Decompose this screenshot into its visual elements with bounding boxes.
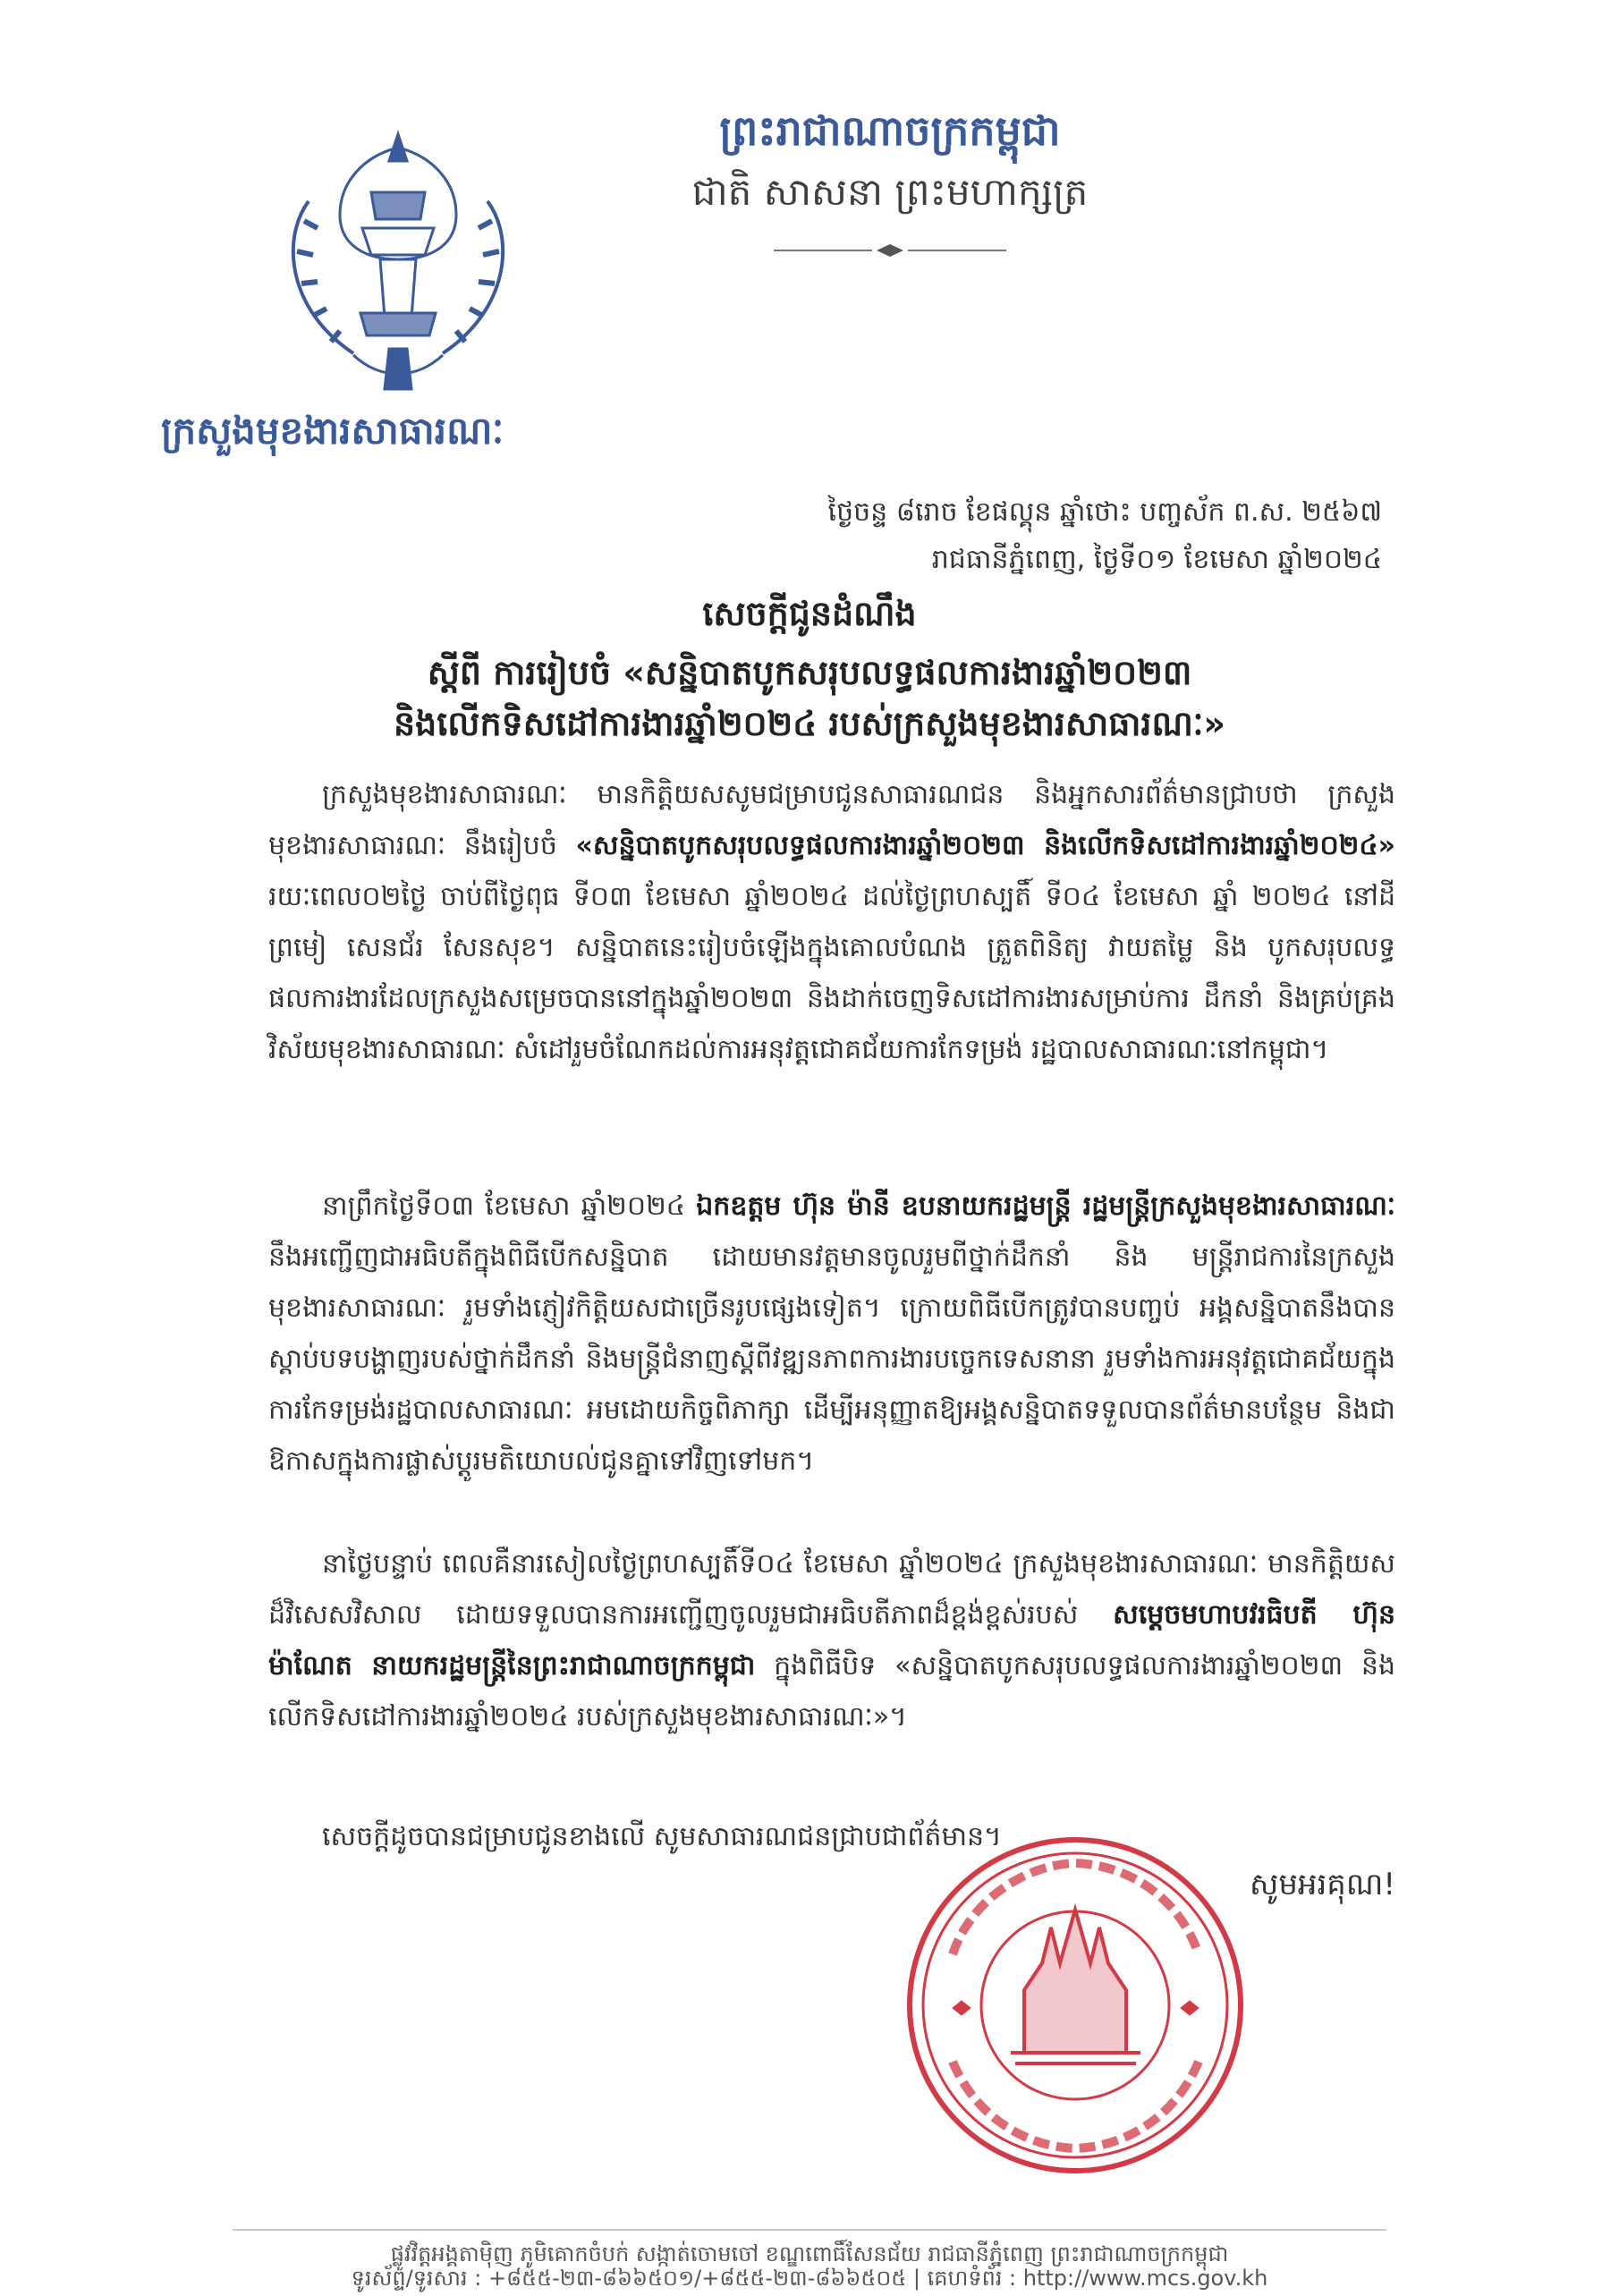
body-paragraph-3 <box>268 1538 1395 1742</box>
official-seal-stamp <box>899 1829 1252 2182</box>
kingdom-title: ព្រះរាជាណាចក្រកម្ពុជា <box>719 106 1061 155</box>
paragraph-bold-text: ឯកឧត្តម ហ៊ុន ម៉ានី ឧបនាយករដ្ឋមន្ត្រី រដ្ឋមន្ត្រីក្រសួងមុខងារសាធារណៈ <box>696 1190 1396 1222</box>
body-paragraph-4: សេចក្តីដូចបានជម្រាបជូនខាងលើ សូមសាធារណជនជ្រាបជាព័ត៌មាន។ <box>322 1821 1002 1852</box>
footer-address: ផ្លូវវិត្តអង្គតាម៉ិញ ភូមិគោកចំបក់ សង្កាត់ចោមចៅ ខណ្ឌពោធិ៍សែនជ័យ រាជធានីភ្នំពេញ ព្រះរាជាណាចក្រកម្ពុជា <box>390 2241 1229 2266</box>
subject-line-1: ស្តីពី ការរៀបចំ «សន្និបាតបូកសរុបលទ្ធផលការងារឆ្នាំ២០២៣ <box>427 653 1192 692</box>
body-paragraph-1 <box>268 769 1395 1075</box>
paragraph-text: នឹងអញ្ជើញជាអធិបតីក្នុងពិធីបើកសន្និបាត ដោយមានវត្តមានចូលរួមពីថ្នាក់ដឹកនាំ និង មន្ត្រីរាជការនៃក្រសួងមុខងារសាធារណៈ រួមទាំងភ្ញៀវកិត្តិយសជាច្រើនរូបផ្សេងទៀត។ ក្រោយពិធីបើកត្រូវបានបញ្ចប់ អង្គសន្និបាតនឹងបានស្តាប់បទបង្ហាញរបស់ថ្នាក់ដឹកនាំ និងមន្ត្រីជំនាញស្តីពីវឌ្ឍនភាពការងារបច្ចេកទេសនានា រួមទាំងការអនុវត្តជោគជ័យក្នុងការកែទម្រង់រដ្ឋបាលសាធារណៈ អមដោយកិច្ចពិភាក្សា ដើម្បីអនុញ្ញាតឱ្យអង្គសន្និបាតទទួលបានព័ត៌មានបន្ថែម និងជាឱកាសក្នុងការផ្លាស់ប្តូរមតិយោបល់ជូនគ្នាទៅវិញទៅមក។ <box>268 1241 1395 1477</box>
paragraph-text: រយៈពេល០២ថ្ងៃ ចាប់ពីថ្ងៃពុធ ទី០៣ ខែមេសា ឆ្នាំ២០២៤ ដល់ថ្ងៃព្រហស្បតិ៍ ទី០៤ ខែមេសា ឆ្នាំ ២០២៤ នៅដីព្រមៀ សេនជ័រ សែនសុខ។ សន្និបាតនេះរៀបចំឡើងក្នុងគោលបំណង ត្រួតពិនិត្យ វាយតម្លៃ និង បូកសរុបលទ្ធផលការងារដែលក្រសួងសម្រេចបាននៅក្នុងឆ្នាំ២០២៣ និងដាក់ចេញទិសដៅការងារសម្រាប់ការ ដឹកនាំ និងគ្រប់គ្រងវិស័យមុខងារសាធារណៈ សំដៅរួមចំណែកដល់ការអនុវត្តជោគជ័យការកែទម្រង់ រដ្ឋបាលសាធារណៈនៅកម្ពុជា។ <box>268 881 1395 1065</box>
closing-thanks: សូមអរគុណ! <box>1249 1867 1395 1902</box>
place-date: រាជធានីភ្នំពេញ, ថ្ងៃទី០១ ខែមេសា ឆ្នាំ២០២៤ <box>931 544 1382 575</box>
lunar-date: ថ្ងៃចន្ទ ៨រោច ខែផល្គុន ឆ្នាំថោះ បញ្ចស័ក ព.ស. ២៥៦៧ <box>827 496 1382 528</box>
paragraph-bold-text: «សន្និបាតបូកសរុបលទ្ធផលការងារឆ្នាំ២០២៣ និងលើកទិសដៅការងារឆ្នាំ២០២៤» <box>575 830 1396 861</box>
footer-contact: ទូរស័ព្ទ/ទូរសារ : +៨៥៥-២៣-៨៦៦៥០១/+៨៥៥-២៣-៨៦៦៥០៥ | គេហទំព័រ : http://www.mcs.gov.kh <box>351 2266 1268 2291</box>
body-paragraph-2 <box>268 1181 1395 1487</box>
footer-divider <box>233 2229 1386 2231</box>
national-motto: ជាតិ សាសនា ព្រះមហាក្សត្រ <box>691 170 1089 214</box>
paragraph-bold-text: សម្តេចមហាបវរធិបតី ហ៊ុន ម៉ាណែត នាយករដ្ឋមន្ត្រីនៃព្រះរាជាណាចក្រកម្ពុជា <box>268 1599 1395 1682</box>
divider-ornament <box>774 241 1006 259</box>
paragraph-text: នាព្រឹកថ្ងៃទី០៣ ខែមេសា ឆ្នាំ២០២៤ <box>322 1190 697 1222</box>
document-title: សេចក្តីជូនដំណឹង <box>702 594 917 633</box>
paragraph-text: នាថ្ងៃបន្ទាប់ ពេលគឺនារសៀលថ្ងៃព្រហស្បតិ៍ទី០៤ ខែមេសា ឆ្នាំ២០២៤ ក្រសួងមុខងារសាធារណៈ មានកិត្តិយសដ៏វិសេសវិសាល ដោយទទួលបានការអញ្ជើញចូលរួមជាអធិបតីភាពដ៏ខ្ពង់ខ្ពស់របស់ <box>268 1548 1395 1631</box>
paragraph-text: ក្រសួងមុខងារសាធារណៈ មានកិត្តិយសសូមជម្រាបជូនសាធារណជន និងអ្នកសារព័ត៌មានជ្រាបថា ក្រសួងមុខងារសាធារណៈ នឹងរៀបចំ <box>268 779 1395 861</box>
ministry-name: ក្រសួងមុខងារសាធារណៈ <box>161 409 504 453</box>
paragraph-text: ក្នុងពិធីបិទ «សន្និបាតបូកសរុបលទ្ធផលការងារឆ្នាំ២០២៣ និងលើកទិសដៅការងារឆ្នាំ២០២៤ របស់ក្រសួងមុខងារសាធារណៈ»។ <box>268 1650 1395 1733</box>
subject-line-2: និងលើកទិសដៅការងារឆ្នាំ២០២៤ របស់ក្រសួងមុខងារសាធារណៈ» <box>394 704 1225 743</box>
royal-emblem-icon <box>255 121 541 402</box>
